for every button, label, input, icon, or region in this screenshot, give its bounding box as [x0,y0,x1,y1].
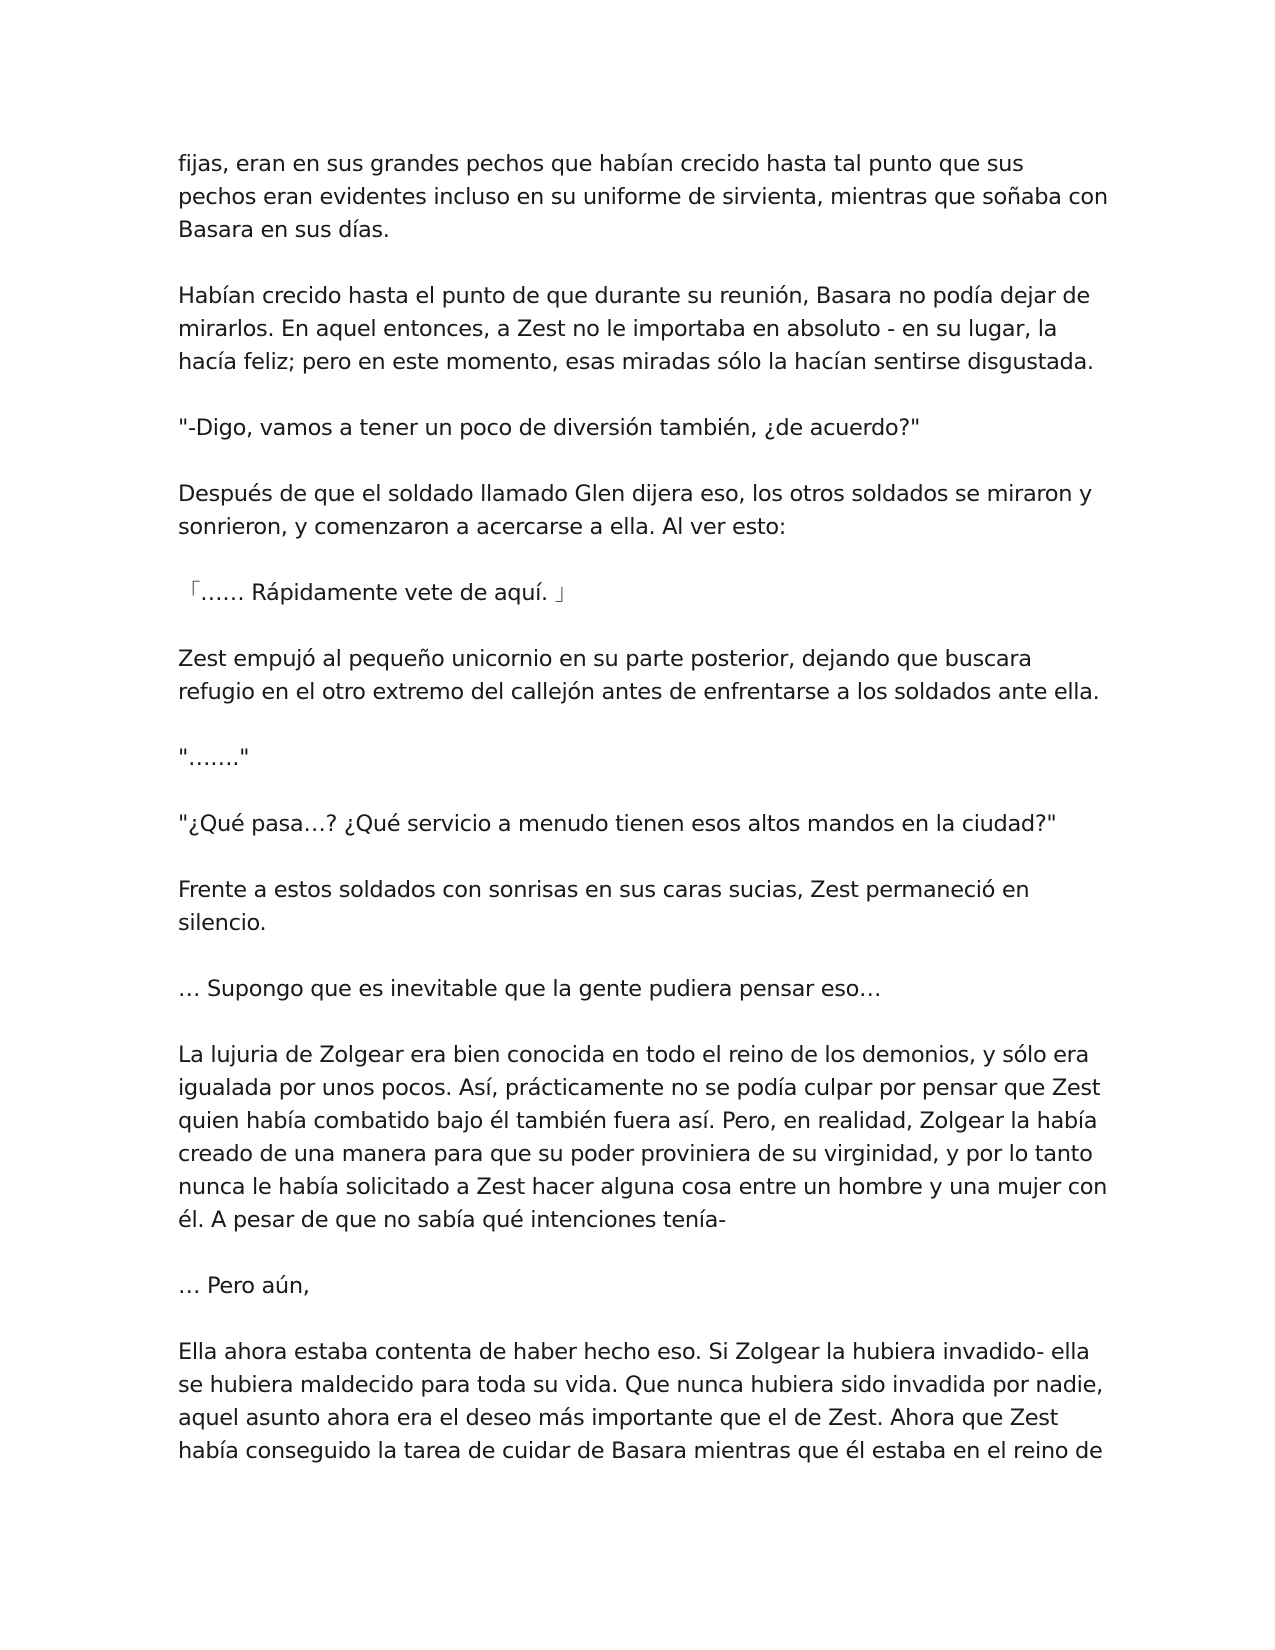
paragraph: "¿Qué pasa…? ¿Qué servicio a menudo tienen esos altos mandos en la ciudad?" [178,811,1057,837]
paragraph: … Pero aún, [178,1273,310,1299]
paragraph: "-Digo, vamos a tener un poco de diversión también, ¿de acuerdo?" [178,415,920,441]
paragraph: 「…… Rápidamente vete de aquí. 」 [178,580,577,606]
document-body [178,148,1108,1468]
paragraph: Ella ahora estaba contenta de haber hecho eso. Si Zolgear la hubiera invadido- ella se hubiera maldecido para toda su vida. Que nunca hubiera sido invadida por nadie, aquel asunto ahora era el deseo más importante que el de Zest. Ahora que Zest había conseguido la tarea de cuidar de Basara mientras que él estaba en el reino de [178,1339,1103,1464]
paragraph: Frente a estos soldados con sonrisas en sus caras sucias, Zest permaneció en silencio. [178,877,1030,936]
paragraph: fijas, eran en sus grandes pechos que habían crecido hasta tal punto que sus pechos eran evidentes incluso en su uniforme de sirvienta, mientras que soñaba con Basara en sus días. [178,151,1108,243]
paragraph: Zest empujó al pequeño unicornio en su parte posterior, dejando que buscara refugio en el otro extremo del callejón antes de enfrentarse a los soldados ante ella. [178,646,1100,705]
paragraph: "……." [178,745,250,771]
paragraph: … Supongo que es inevitable que la gente pudiera pensar eso… [178,976,882,1002]
paragraph: Después de que el soldado llamado Glen dijera eso, los otros soldados se miraron y sonrieron, y comenzaron a acercarse a ella. Al ver esto: [178,481,1092,540]
paragraph: La lujuria de Zolgear era bien conocida en todo el reino de los demonios, y sólo era igualada por unos pocos. Así, prácticamente no se podía culpar por pensar que Zest quien había combatido bajo él también fuera así. Pero, en realidad, Zolgear la había creado de una manera para que su poder proviniera de su virginidad, y por lo tanto nunca le había solicitado a Zest hacer alguna cosa entre un hombre y una mujer con él. A pesar de que no sabía qué intenciones tenía- [178,1042,1108,1233]
paragraph: Habían crecido hasta el punto de que durante su reunión, Basara no podía dejar de mirarlos. En aquel entonces, a Zest no le importaba en absoluto - en su lugar, la hacía feliz; pero en este momento, esas miradas sólo la hacían sentirse disgustada. [178,283,1094,375]
